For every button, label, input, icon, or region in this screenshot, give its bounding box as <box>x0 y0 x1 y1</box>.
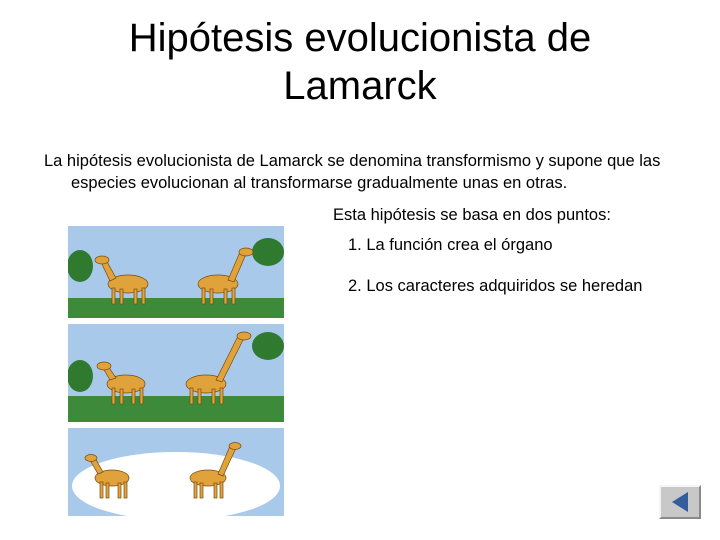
previous-slide-button[interactable] <box>659 485 701 519</box>
point-item-2: 2. Los caracteres adquiridos se heredan <box>348 277 643 295</box>
points-list <box>348 234 642 316</box>
panel-offspring <box>68 428 284 516</box>
panel-use-disuse <box>68 324 284 422</box>
slide-title <box>0 14 720 110</box>
panel-parents <box>68 226 284 318</box>
intro-paragraph: La hipótesis evolucionista de Lamarck se denomina transformismo y supone que las especies evolucionan al transformarse gradualmente unas en otras. <box>44 152 661 192</box>
slide-title-line-1: Hipótesis evolucionista de <box>128 16 592 60</box>
basis-statement: Esta hipótesis se basa en dos puntos: <box>333 206 611 224</box>
slide-title-line-2: Lamarck <box>283 64 437 108</box>
giraffe-illustration <box>68 226 284 516</box>
point-item-1: 1. La función crea el órgano <box>348 236 553 254</box>
triangle-left-icon <box>661 487 699 517</box>
